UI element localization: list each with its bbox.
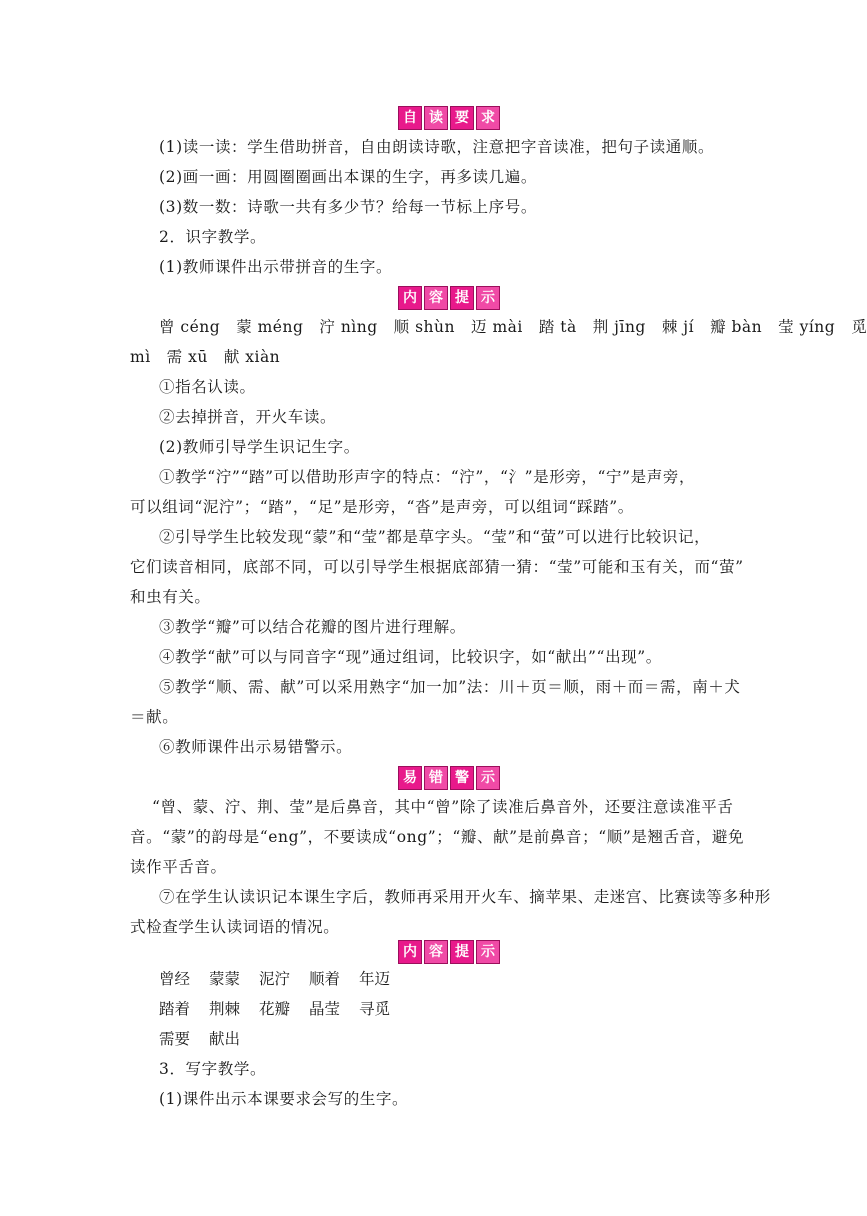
paragraph: 和虫有关。 [130,588,211,606]
pinyin-item: 蒙 méng [236,318,304,336]
paragraph: ①教学“泞”“踏”可以借助形声字的特点：“泞”，“氵”是形旁，“宁”是声旁， [159,468,696,486]
word-item: 蒙蒙 [209,970,241,988]
pinyin-item: 顺 shùn [393,318,456,336]
pinyin-item: 觅 [851,318,867,336]
pinyin-item: 需 xū [166,348,208,366]
badge-char: 易 [398,766,422,790]
pinyin-item: 瓣 bàn [710,318,763,336]
paragraph: 2．识字教学。 [159,228,267,246]
paragraph: 它们读音相同，底部不同，可以引导学生根据底部猜一猜：“莹”可能和玉有关，而“萤” [130,558,744,576]
badge-neirong-tishi [398,940,500,964]
paragraph: ②引导学生比较发现“蒙”和“莹”都是草字头。“莹”和“萤”可以进行比较识记， [159,528,711,546]
paragraph: (2)画一画：用圆圈圈画出本课的生字，再多读几遍。 [159,168,537,186]
paragraph: (1)教师课件出示带拼音的生字。 [159,258,393,276]
paragraph: 音。“蒙”的韵母是“eng”，不要读成“ong”；“瓣、献”是前鼻音；“顺”是翘舌音，避免 [130,828,745,846]
paragraph: (2)教师引导学生识记生字。 [159,438,360,456]
paragraph: (1)课件出示本课要求会写的生字。 [159,1090,409,1108]
pinyin-item: 曾 céng [159,318,221,336]
paragraph: ②去掉拼音，开火车读。 [159,408,337,426]
paragraph: 读作平舌音。 [130,858,227,876]
paragraph: ＝献。 [130,708,179,726]
paragraph: ①指名认读。 [159,378,256,396]
word-row [159,969,409,989]
word-row [159,999,409,1019]
word-item: 曾经 [159,970,191,988]
paragraph: ④教学“献”可以与同音字“现”通过组词，比较识字，如“献出”“出现”。 [159,648,662,666]
word-item: 花瓣 [259,1000,291,1018]
paragraph: 3．写字教学。 [159,1060,267,1078]
badge-char: 内 [398,286,422,310]
word-item: 荆棘 [209,1000,241,1018]
badge-neirong-tishi [398,286,500,310]
pinyin-item: 献 xiàn [223,348,281,366]
badge-char: 示 [476,766,500,790]
paragraph: ③教学“瓣”可以结合花瓣的图片进行理解。 [159,618,466,636]
paragraph: ⑤教学“顺、需、献”可以采用熟字“加一加”法：川＋页＝顺，雨＋而＝需，南＋犬 [159,678,741,696]
pinyin-row [159,317,867,337]
paragraph: 式检查学生认读词语的情况。 [130,918,340,936]
badge-char: 示 [476,940,500,964]
badge-char: 提 [450,940,474,964]
word-item: 顺着 [309,970,341,988]
word-item: 需要 [159,1030,191,1048]
paragraph: 可以组词“泥泞”；“踏”，“足”是形旁，“沓”是声旁，可以组词“踩踏”。 [130,498,634,516]
pinyin-item: 荆 jīng [592,318,646,336]
badge-char: 内 [398,940,422,964]
paragraph: (1)读一读：学生借助拼音，自由朗读诗歌，注意把字音读准，把句子读通顺。 [159,138,715,156]
word-item: 年迈 [359,970,391,988]
badge-char: 提 [450,286,474,310]
pinyin-item: 棘 jí [661,318,695,336]
badge-char: 要 [450,106,474,130]
pinyin-item: 踏 tà [538,318,577,336]
paragraph: ⑦在学生认读识记本课生字后，教师再采用开火车、摘苹果、走迷宫、比赛读等多种形 [159,888,771,906]
badge-char: 警 [450,766,474,790]
badge-char: 容 [424,286,448,310]
word-item: 踏着 [159,1000,191,1018]
pinyin-item: 迈 mài [471,318,523,336]
word-item: 献出 [209,1030,241,1048]
badge-char: 容 [424,940,448,964]
word-row [159,1029,259,1049]
badge-char: 读 [424,106,448,130]
badge-zidu-yaoqiu [398,106,500,130]
word-item: 晶莹 [309,1000,341,1018]
badge-char: 示 [476,286,500,310]
pinyin-item: 泞 nìng [319,318,378,336]
pinyin-item: mì [130,348,151,366]
pinyin-row [130,347,296,367]
badge-char: 错 [424,766,448,790]
word-item: 泥泞 [259,970,291,988]
badge-char: 自 [398,106,422,130]
pinyin-item: 莹 yíng [778,318,836,336]
badge-yicuo-jingshi [398,766,500,790]
badge-char: 求 [476,106,500,130]
paragraph: “曾、蒙、泞、荆、莹”是后鼻音，其中“曾”除了读准后鼻音外，还要注意读准平舌 [152,798,734,816]
paragraph: ⑥教师课件出示易错警示。 [159,738,353,756]
paragraph: (3)数一数：诗歌一共有多少节？给每一节标上序号。 [159,198,537,216]
word-item: 寻觅 [359,1000,391,1018]
